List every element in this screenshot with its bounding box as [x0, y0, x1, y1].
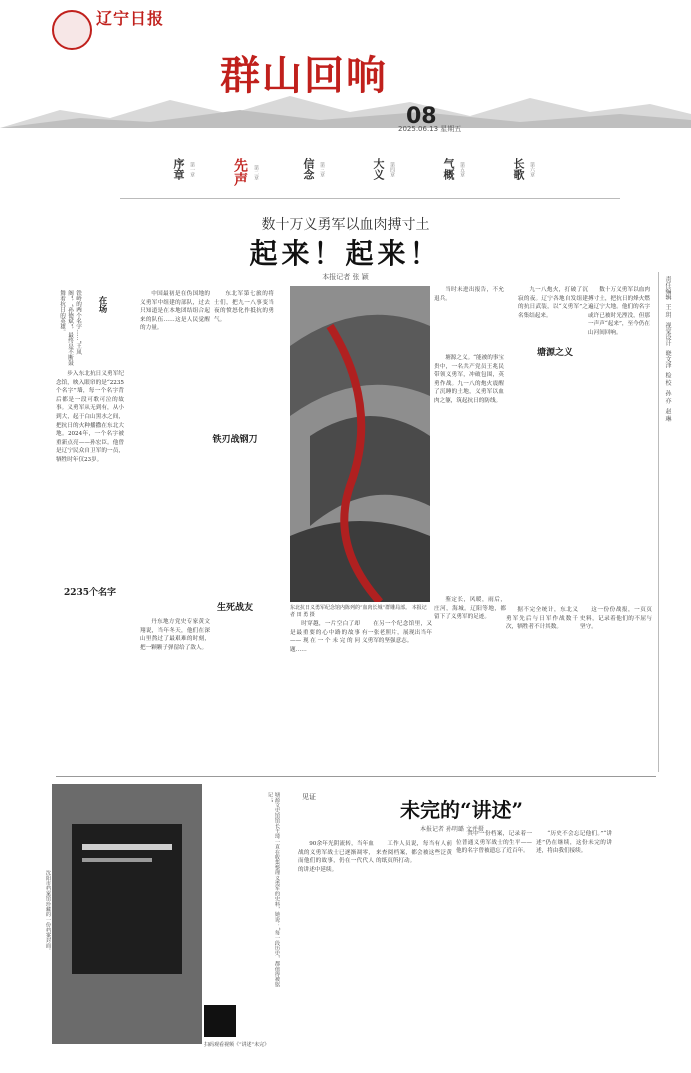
feature-byline: 本报记者 孙明璐 文并摄: [420, 826, 484, 833]
section-divider: [56, 776, 656, 777]
feature-vertical-text: 塘源文史馆馆长王琦一直在收集整理义勇军的史料，她说：“每一段历史，都值得被铭记。”: [267, 792, 280, 988]
masthead-area: [0, 0, 691, 133]
text-column: 90余年光阴流转，当年血战的义勇军战士已逐渐凋零，而他们的故事，仍在一代代人的讲述中延续。: [298, 841, 374, 873]
subhead: 2235个名字: [63, 588, 117, 598]
nav-divider: [120, 198, 620, 199]
feature-title: 未完的“讲述”: [400, 798, 524, 822]
monument-photo: [290, 286, 430, 602]
text-column: 这一份份战报，一页页史料，记录着他们的不屈与坚守。: [580, 607, 652, 631]
text-column: 在另一个纪念馆里，又有一张老照片，展现出当年义勇军的坚强意志。: [362, 621, 432, 645]
text-column: 九一八炮火，打破了沉寂的夜。辽宁各地自发组建的抗日武装，以“义勇军”之名集结起来。: [518, 287, 588, 319]
chapter-item-active: 先声 第二章: [232, 158, 259, 186]
text-column: 鉴定长，风暖，雨后，庄河，海城。辽阳等地，都留下了义勇军的足迹。: [434, 597, 506, 621]
text-column: 时穿越，一片空白了却是最重要的心中路的故事——现在一个未完的问题……: [290, 621, 360, 653]
chapter-item: 长歌 第六章: [512, 158, 535, 180]
archive-book-photo: [52, 784, 202, 1044]
newspaper-logo-icon: [52, 10, 92, 50]
chapter-nav: [120, 150, 620, 198]
subhead: 铁刃战钢刀: [212, 435, 258, 445]
text-column: 中国最初是在伪国地的义勇军中组建的部队，过去只知道是在本地团结组合起来的队伍……这是人民觉醒的力量。: [140, 291, 210, 332]
text-column: “历史不会忘记他们。”“讲述”仍在继续，这份未完的讲述，将由我们接续。: [536, 831, 612, 855]
text-column: 其中一份档案，记录着一位普通义勇军战士的生平——他的名字曾被遗忘了近百年。: [456, 831, 532, 855]
text-column: 东北军第七旅的将士们，把九一八事变当夜的愤怒化作抵抗的勇气。: [214, 291, 274, 323]
text-column: 丹东地方党史专家黄文翔说，当年冬天，他们在深山里熬过了最艰难的时刻，把一颗颗子弹留给了敌人。: [140, 619, 210, 651]
newspaper-brand: 辽宁日报: [96, 9, 165, 28]
text-column: 据不完全统计，东北义勇军先后与日军作战数千次，牺牲者不计其数。: [506, 607, 578, 631]
article-byline: 本报记者 张 颖: [322, 273, 369, 281]
text-column: 数十万义勇军以血肉搏寸土，把抗日的烽火燃遍辽宁大地。他们的名字或许已被时光湮没，但那一声声“起来”，至今仍在山河间回响。: [588, 287, 650, 336]
intro-vertical: 铁岭的两个名字……“王凤阁”，“孙德斌”，最终是不断鼓舞着抗日的英雄。: [59, 290, 81, 366]
article-kicker: 数十万义勇军以血肉搏寸土: [261, 217, 430, 233]
chapter-item: 大义 第四章: [372, 158, 395, 180]
subhead: 生死战友: [216, 603, 253, 613]
section-tag: 在场: [97, 296, 107, 313]
text-column: 步入东北抗日义勇军纪念馆，映入眼帘的是“2235个名字”墙，每一个名字背后都是一段可歌可泣的故事。义勇军从无到有，从小到大，起于白山黑水之间，把抗日的火种播撒在东北大地。2024年，一个名字被重新点亮——孙宏臣。他曾是辽宁民众自卫军的一员，牺牲时年仅23岁。: [56, 371, 124, 463]
chapter-item: 序章 第一章: [172, 158, 195, 180]
editor-credits: 责任编辑 王 玥 视觉设计 晓文泽 检 校 孙 亦 赵 琳: [658, 272, 676, 772]
monument-relief-image: [290, 286, 430, 602]
photo-caption: 东北抗日义勇军纪念馆内陈列的“血肉长城”群雕局部。 本报记者 田 勇 摄: [290, 605, 427, 618]
subhead: 塘源之义: [536, 348, 573, 358]
feature-tag: 见证: [302, 793, 316, 801]
chapter-item: 信念 第三章: [302, 158, 325, 180]
text-column: 当时未进出报告，不允退兵。: [434, 287, 504, 302]
qr-caption: 扫码观看视频《“讲述”未完》: [204, 1042, 270, 1048]
qr-code-icon[interactable]: [204, 1005, 236, 1037]
page-number: 08: [406, 104, 437, 129]
mountain-silhouette-icon: [0, 88, 691, 128]
section-masthead: 群山回响: [220, 52, 388, 99]
dateline: 2025.06.13 星期五: [398, 125, 462, 133]
text-column: 工作人员说，每当有人前来查阅档案，都会被这些泛黄的纸页所打动。: [376, 841, 452, 865]
article-headline: 起来！起来！: [249, 237, 442, 270]
feature-photo-caption: 沈阳市档案馆珍藏的一份档案封面。: [45, 870, 51, 954]
chapter-item: 气概 第五章: [442, 158, 465, 180]
text-column: 塘源之义。“能被的事宝贵中，一名共产党员王兆民带领义勇军，冲破包围，英勇作战。九一八的炮火震醒了沉睡的土地，义勇军以血肉之躯，筑起抗日的防线。: [434, 355, 504, 404]
